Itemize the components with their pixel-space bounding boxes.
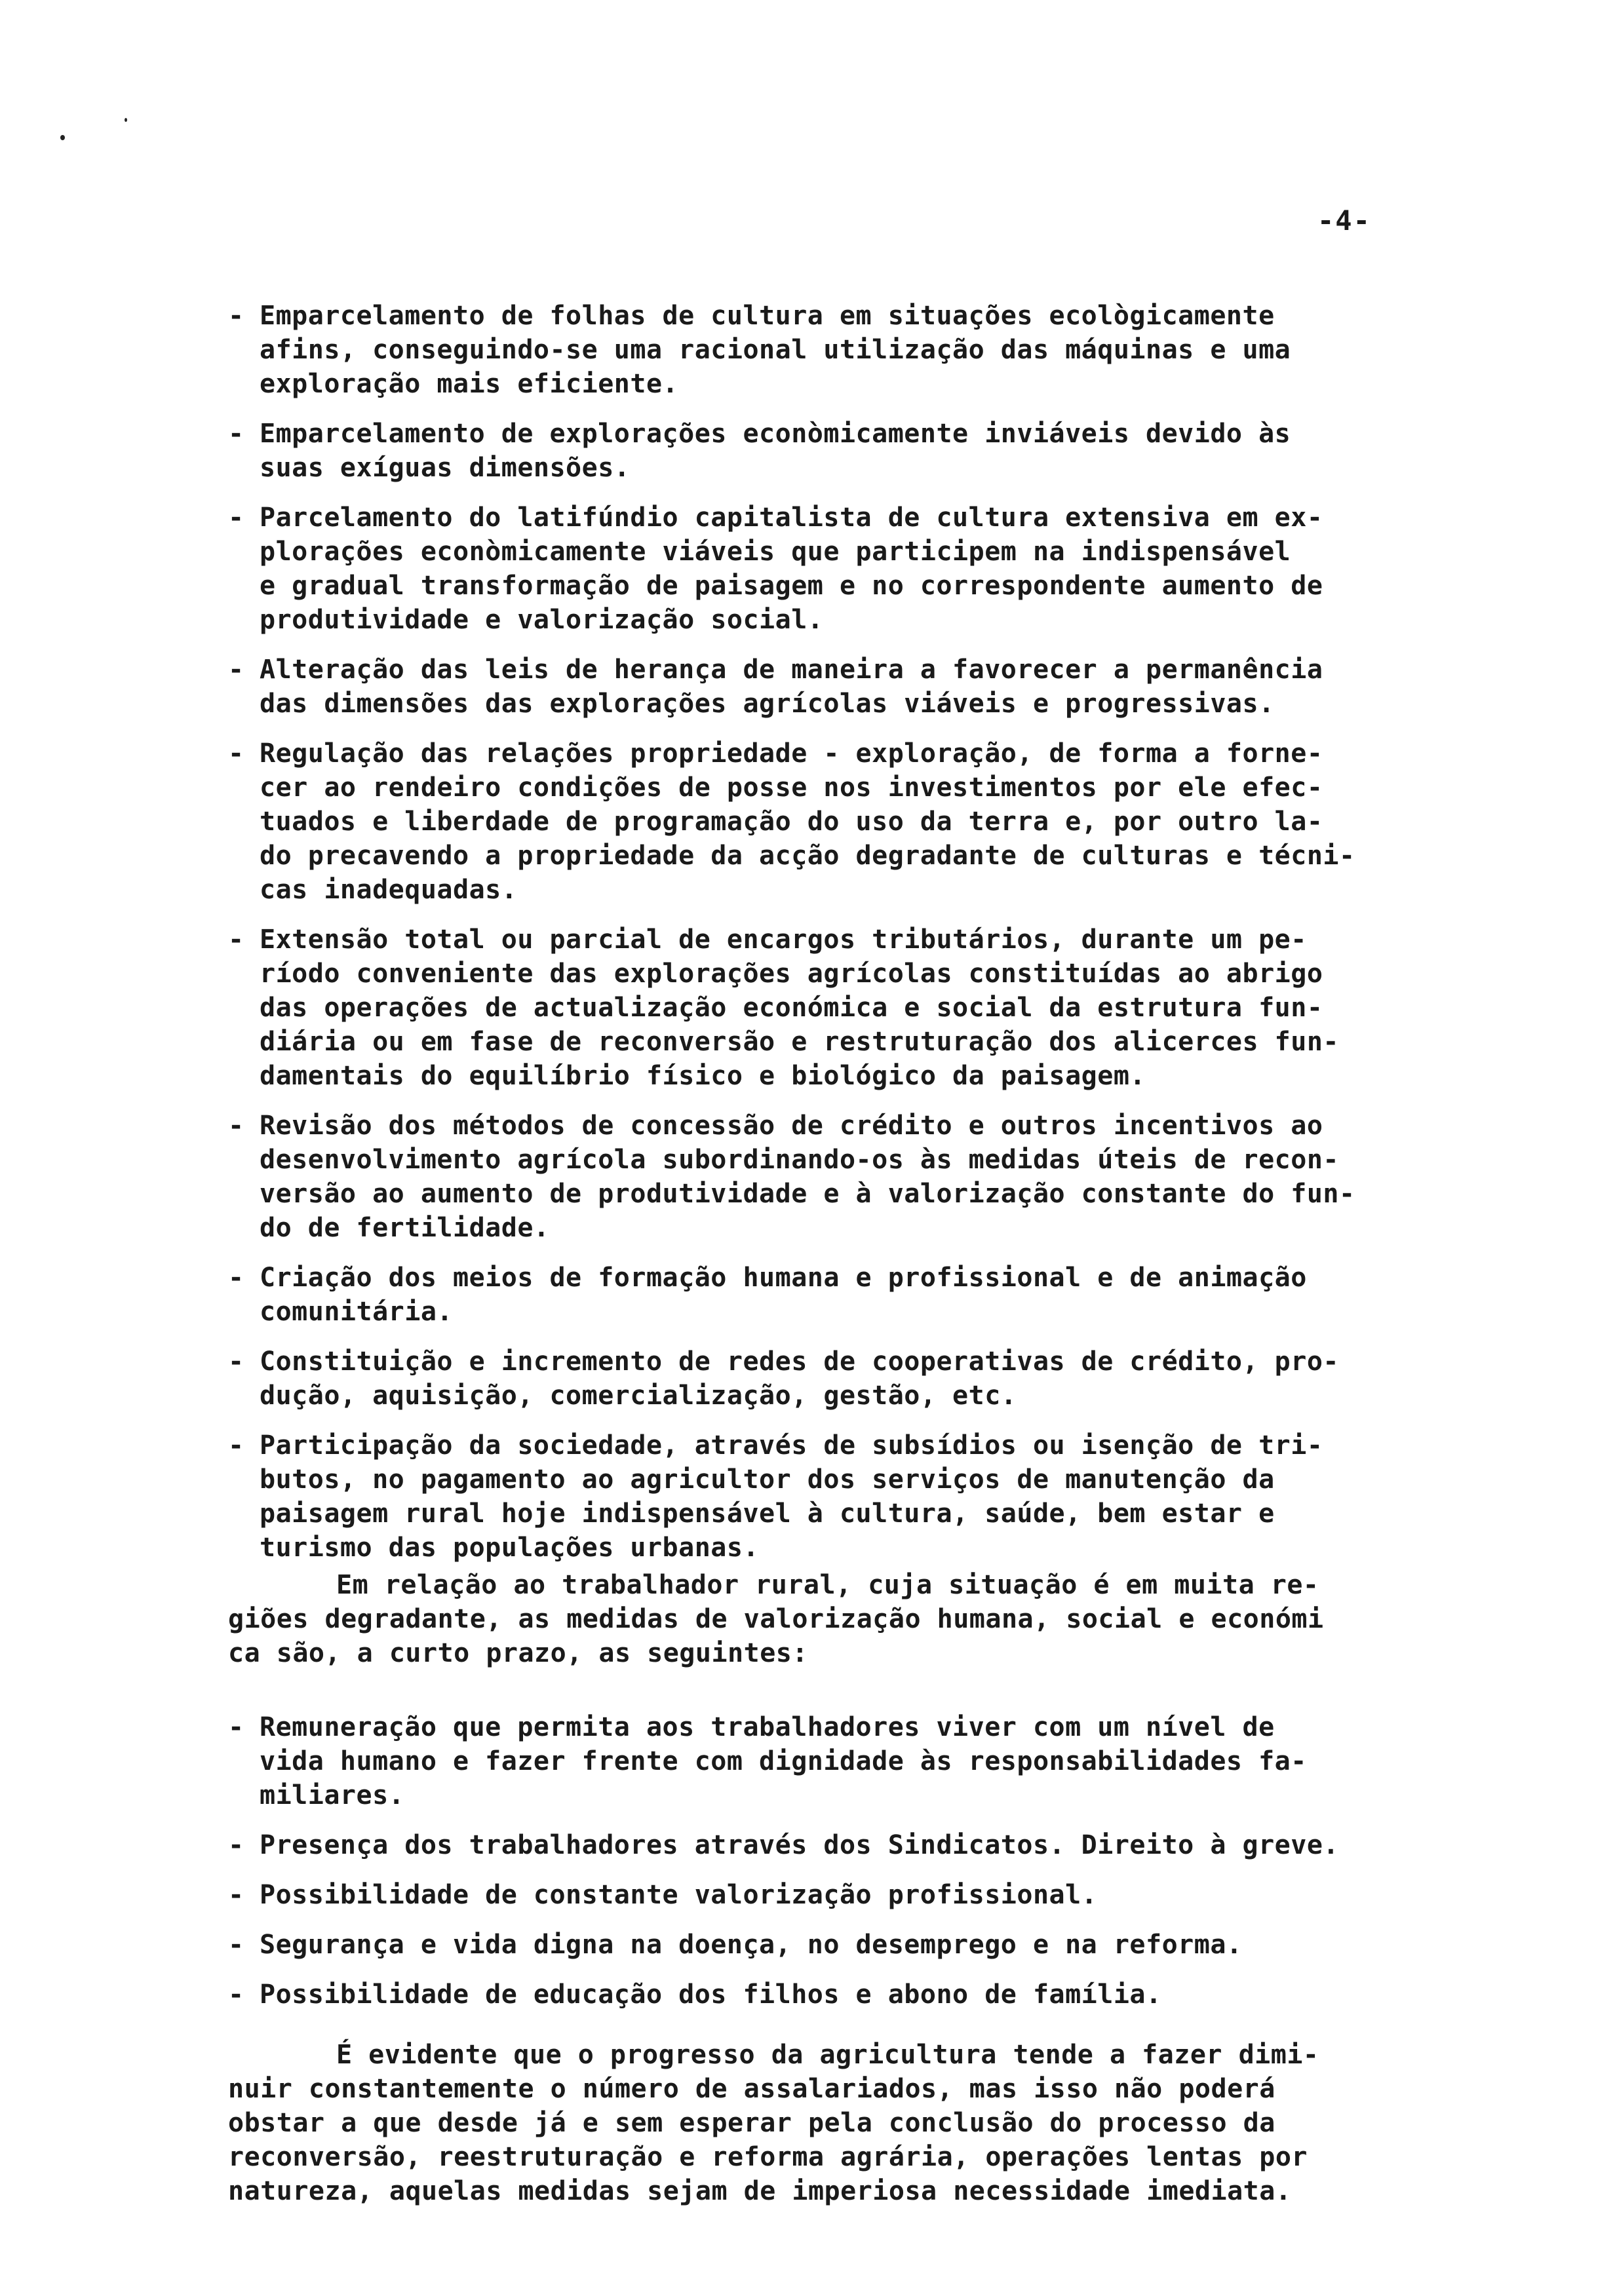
- list-item-line: Criação dos meios de formação humana e profissional e de animação: [260, 1263, 1307, 1293]
- list-item: [228, 1261, 1473, 1329]
- list-item-text: [260, 653, 1473, 721]
- list-item-line: e gradual transformação de paisagem e no correspondente aumento de: [260, 571, 1323, 601]
- list-item-line: cas inadequadas.: [260, 875, 518, 905]
- list-item-text: [260, 1978, 1473, 2012]
- list-item-text: [260, 501, 1473, 637]
- list-item: [228, 1428, 1473, 1565]
- list-item-line: ríodo conveniente das explorações agrícolas constituídas ao abrigo: [260, 959, 1323, 989]
- list-item: [228, 1828, 1473, 1862]
- list-item-line: produtividade e valorização social.: [260, 605, 824, 635]
- paragraph-line: natureza, aquelas medidas sejam de imperiosa necessidade imediata.: [228, 2176, 1292, 2206]
- list-item-text: [260, 299, 1473, 401]
- list-item-text: [260, 1428, 1473, 1565]
- bullet-dash: -: [228, 1830, 244, 1860]
- bullet-dash: -: [228, 1880, 244, 1910]
- paragraph-rural-worker: [228, 1568, 1473, 1670]
- list-item-line: Segurança e vida digna na doença, no desemprego e na reforma.: [260, 1930, 1243, 1960]
- bullet-dash: -: [228, 1430, 244, 1461]
- bullet-dash: -: [228, 1712, 244, 1742]
- list-item-line: dução, aquisição, comercialização, gestão, etc.: [260, 1381, 1017, 1411]
- list-item-line: das dimensões das explorações agrícolas viáveis e progressivas.: [260, 689, 1275, 719]
- scan-speck: [60, 135, 65, 140]
- list-item: [228, 653, 1473, 721]
- list-item-line: Remuneração que permita aos trabalhadores viver com um nível de: [260, 1712, 1275, 1742]
- list-item-text: [260, 1710, 1473, 1812]
- list-item-line: Possibilidade de educação dos filhos e abono de família.: [260, 1980, 1162, 2010]
- list-item-line: Revisão dos métodos de concessão de crédito e outros incentivos ao: [260, 1111, 1323, 1141]
- list-item-line: Parcelamento do latifúndio capitalista de cultura extensiva em ex-: [260, 503, 1323, 533]
- list-item: [228, 923, 1473, 1093]
- list-item-line: Extensão total ou parcial de encargos tributários, durante um pe-: [260, 925, 1307, 955]
- list-item: [228, 1878, 1473, 1912]
- list-item-line: do de fertilidade.: [260, 1213, 550, 1243]
- list-item-line: das operações de actualização económica e social da estrutura fun-: [260, 993, 1323, 1023]
- list-item-line: diária ou em fase de reconversão e restruturação dos alicerces fun-: [260, 1027, 1339, 1057]
- list-item-line: Alteração das leis de herança de maneira a favorecer a permanência: [260, 655, 1323, 685]
- list-item-text: [260, 1345, 1473, 1413]
- bullet-dash: -: [228, 419, 244, 449]
- list-item-line: paisagem rural hoje indispensável à cultura, saúde, bem estar e: [260, 1499, 1275, 1529]
- list-item-text: [260, 737, 1473, 907]
- list-item-line: turismo das populações urbanas.: [260, 1533, 760, 1563]
- list-item-line: afins, conseguindo-se uma racional utilização das máquinas e uma: [260, 335, 1291, 365]
- paragraph-line: obstar a que desde já e sem esperar pela conclusão do processo da: [228, 2108, 1275, 2138]
- list-item: [228, 1345, 1473, 1413]
- list-item-line: vida humano e fazer frente com dignidade às responsabilidades fa-: [260, 1746, 1307, 1776]
- list-item-line: cer ao rendeiro condições de posse nos investimentos por ele efec-: [260, 773, 1323, 803]
- paragraph-line: É evidente que o progresso da agricultura tende a fazer dimi-: [336, 2040, 1319, 2070]
- paragraph-line: giões degradante, as medidas de valorização humana, social e económi: [228, 1604, 1324, 1634]
- list-item: [228, 1109, 1473, 1245]
- list-item-line: desenvolvimento agrícola subordinando-os às medidas úteis de recon-: [260, 1145, 1339, 1175]
- list-item-line: tuados e liberdade de programação do uso da terra e, por outro la-: [260, 807, 1323, 837]
- bullet-dash: -: [228, 503, 244, 533]
- bullet-dash: -: [228, 1930, 244, 1960]
- paragraph-line: reconversão, reestruturação e reforma agrária, operações lentas por: [228, 2142, 1308, 2172]
- bullet-dash: -: [228, 1263, 244, 1293]
- list-item-text: [260, 1928, 1473, 1962]
- list-item-line: Emparcelamento de folhas de cultura em situações ecològicamente: [260, 301, 1275, 331]
- list-item-line: plorações econòmicamente viáveis que participem na indispensável: [260, 537, 1291, 567]
- list-item-line: comunitária.: [260, 1297, 453, 1327]
- paragraph-line: nuir constantemente o número de assalariados, mas isso não poderá: [228, 2074, 1275, 2104]
- bullet-dash: -: [228, 1111, 244, 1141]
- list-item-line: suas exíguas dimensões.: [260, 453, 631, 483]
- paragraph-conclusion: [228, 2038, 1473, 2208]
- bullet-dash: -: [228, 655, 244, 685]
- list-item-line: exploração mais eficiente.: [260, 369, 679, 399]
- bullet-dash: -: [228, 301, 244, 331]
- paragraph-line: ca são, a curto prazo, as seguintes:: [228, 1638, 808, 1668]
- list-item-line: Presença dos trabalhadores através dos Sindicatos. Direito à greve.: [260, 1830, 1339, 1860]
- list-item-line: Regulação das relações propriedade - exploração, de forma a forne-: [260, 738, 1323, 769]
- list-item-line: Possibilidade de constante valorização profissional.: [260, 1880, 1098, 1910]
- list-item: [228, 737, 1473, 907]
- list-item-line: Participação da sociedade, através de subsídios ou isenção de tri-: [260, 1430, 1323, 1461]
- list-item-text: [260, 1828, 1473, 1862]
- list-item-text: [260, 1261, 1473, 1329]
- page-number: -4-: [1317, 204, 1371, 237]
- scan-speck: [125, 118, 127, 122]
- list-item-line: versão ao aumento de produtividade e à valorização constante do fun-: [260, 1179, 1355, 1209]
- list-item-line: butos, no pagamento ao agricultor dos serviços de manutenção da: [260, 1464, 1275, 1495]
- list-item: [228, 1710, 1473, 1812]
- bullet-dash: -: [228, 1980, 244, 2010]
- list-item: [228, 1978, 1473, 2012]
- list-item-line: miliares.: [260, 1780, 405, 1810]
- list-item-line: do precavendo a propriedade da acção degradante de culturas e técni-: [260, 841, 1355, 871]
- bullet-dash: -: [228, 925, 244, 955]
- bullet-dash: -: [228, 738, 244, 769]
- list-item-text: [260, 1878, 1473, 1912]
- list-item-line: Emparcelamento de explorações econòmicamente inviáveis devido às: [260, 419, 1291, 449]
- list-item-text: [260, 417, 1473, 485]
- list-item-line: damentais do equilíbrio físico e biológico da paisagem.: [260, 1061, 1146, 1091]
- measures-list: [228, 299, 1473, 1580]
- list-item-text: [260, 923, 1473, 1093]
- worker-measures-list: [228, 1710, 1473, 2027]
- paragraph-line: Em relação ao trabalhador rural, cuja situação é em muita re-: [336, 1570, 1319, 1600]
- bullet-dash: -: [228, 1347, 244, 1377]
- list-item: [228, 501, 1473, 637]
- list-item-text: [260, 1109, 1473, 1245]
- list-item: [228, 299, 1473, 401]
- list-item-line: Constituição e incremento de redes de cooperativas de crédito, pro-: [260, 1347, 1339, 1377]
- list-item: [228, 417, 1473, 485]
- list-item: [228, 1928, 1473, 1962]
